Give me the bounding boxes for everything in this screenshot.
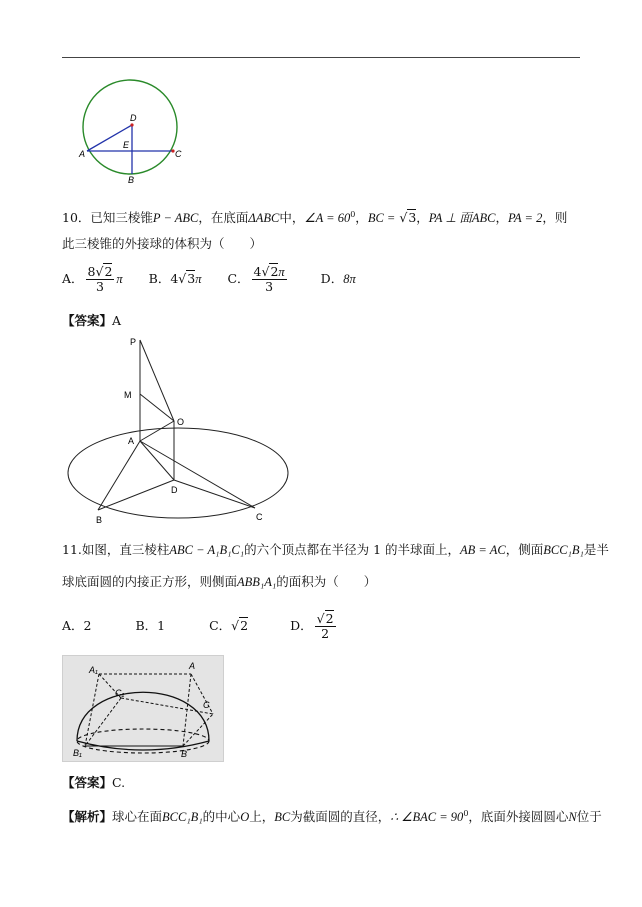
q11-option-a: A．2 xyxy=(62,618,92,633)
q10-line1: 10．已知三棱锥P − ABC，在底面ΔABC中，∠A = $60^0$，BC = √3，PA ⊥ 面ABC，PA = 2，则 xyxy=(62,210,568,226)
label-e: E xyxy=(123,140,130,150)
figure-tetrahedron xyxy=(60,330,300,530)
q11-number: 11. xyxy=(62,542,82,557)
q11-option-d: D． $\frac{√2}{2}$ xyxy=(290,611,334,641)
label-d: D xyxy=(130,113,137,123)
label-a: A xyxy=(79,149,86,159)
point-d xyxy=(130,123,133,126)
header-rule xyxy=(62,57,580,58)
label-b: B xyxy=(128,175,135,185)
q11-line1: 11.如图，直三棱柱ABC − A₁B₁C₁的六个顶点都在半径为 1 的半球面上，AB = AC，侧面BCC₁B₁是半 xyxy=(62,542,609,557)
q10-option-a: A． $\frac{8√2}{3}$ π xyxy=(62,264,123,294)
q11-answer: 【答案】C. xyxy=(62,775,126,790)
label-b: B xyxy=(181,749,188,759)
q10-options xyxy=(62,265,356,294)
label-b1: B₁ xyxy=(73,748,82,758)
figure-hemisphere-photo xyxy=(62,655,224,762)
label-c1: C₁ xyxy=(115,688,125,698)
label-p: P xyxy=(130,337,137,347)
circle-outline xyxy=(83,80,177,174)
q10-option-b: B．4√3π xyxy=(148,271,202,286)
label-c: C xyxy=(203,700,210,710)
q10-answer: 【答案】A xyxy=(62,313,122,328)
label-c: C xyxy=(175,149,182,159)
q11-options xyxy=(62,612,338,641)
label-o: O xyxy=(177,417,185,427)
label-a: A xyxy=(189,661,196,671)
q10-option-c: C． $\frac{4√2\pi}{3}$ xyxy=(227,264,285,294)
q11-analysis: 【解析】球心在面BCC₁B₁的中心O上，BC为截面圆的直径，∴ ∠BAC = $90^0$，底面外接圆圆心N位于 xyxy=(62,809,602,825)
q11-option-b: B．1 xyxy=(135,618,166,633)
label-a1: A₁ xyxy=(89,665,98,675)
label-d: D xyxy=(171,485,178,495)
label-c: C xyxy=(256,512,263,522)
q11-line2: 球底面圆的内接正方形，则侧面ABB₁A₁的面积为（ ） xyxy=(62,574,377,589)
q11-option-c: C．√2 xyxy=(209,618,249,633)
label-m: M xyxy=(124,390,132,400)
label-b: B xyxy=(96,515,103,525)
figure-hemisphere xyxy=(63,656,223,761)
q10-option-d: D．8π xyxy=(320,271,356,286)
q10-number: 10． xyxy=(62,210,91,226)
q10-line2: 此三棱锥的外接球的体积为（ ） xyxy=(62,236,263,251)
figure-circle xyxy=(75,70,195,185)
label-a: A xyxy=(128,436,135,446)
